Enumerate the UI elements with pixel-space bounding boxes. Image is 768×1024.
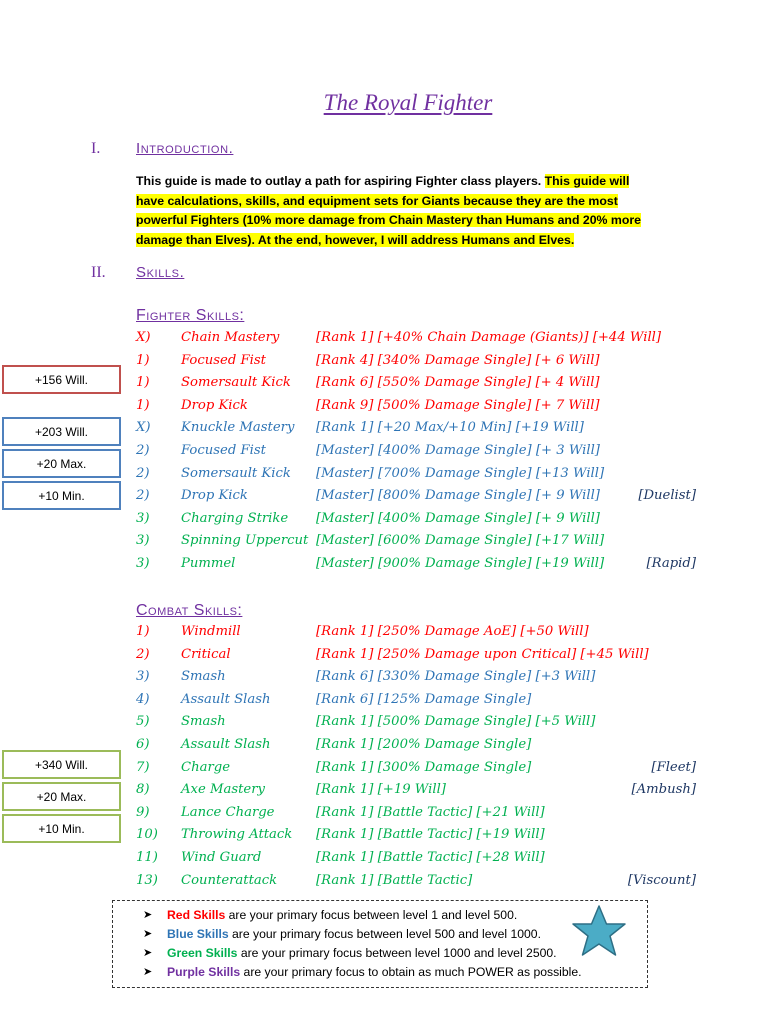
- skill-number: 3): [136, 510, 150, 526]
- skill-name: Wind Guard: [181, 850, 262, 865]
- skill-details: [Rank 1] [250% Damage upon Critical] [+45 Will]: [316, 646, 649, 662]
- skill-name: Axe Mastery: [181, 782, 265, 798]
- fighter-skill-row: [136, 466, 696, 488]
- legend-label: Purple Skills: [167, 965, 241, 979]
- section-numeral-2: II.: [91, 264, 106, 281]
- legend-text: are your primary focus between level 1000 and level 2500.: [237, 946, 557, 960]
- skill-name: Critical: [181, 646, 231, 662]
- skill-number: X): [136, 330, 151, 345]
- skill-details: [Rank 1] [Battle Tactic]: [316, 872, 473, 888]
- skill-tag: [Viscount]: [627, 872, 696, 888]
- star-icon: [569, 903, 629, 961]
- fighter-skills-heading: Fighter Skills:: [136, 307, 245, 324]
- skill-number: 2): [136, 488, 150, 504]
- skill-details: [Master] [900% Damage Single] [+19 Will]: [316, 556, 605, 571]
- skill-number: 10): [136, 827, 158, 843]
- skill-details: [Rank 1] [+19 Will]: [316, 782, 446, 798]
- skill-name: Throwing Attack: [181, 827, 293, 843]
- fighter-skill-row: [136, 443, 696, 465]
- skill-number: 7): [136, 759, 150, 775]
- combat-skill-row: [136, 782, 696, 804]
- side-box-blue-will: +203 Will.: [2, 417, 121, 446]
- legend-label: Red Skills: [167, 908, 226, 922]
- skill-number: 2): [136, 646, 150, 662]
- skill-details: [Rank 1] [500% Damage Single] [+5 Will]: [316, 714, 596, 730]
- skill-name: Spinning Uppercut: [181, 533, 309, 549]
- side-box-blue-max: +20 Max.: [2, 449, 121, 478]
- side-box-green-will: +340 Will.: [2, 750, 121, 779]
- skill-number: 5): [136, 714, 150, 730]
- combat-skill-row: [136, 805, 696, 827]
- intro-highlighted-text: This guide will have calculations, skills, and equipment sets for Giants because they are the most powerful Fighters (10% more damage from Chain Mastery than Humans and 20% more damage than Elves). At the end, however, I will address Humans and Elves.: [136, 174, 641, 247]
- skill-details: [Rank 1] [200% Damage Single]: [316, 737, 532, 752]
- skill-details: [Rank 1] [Battle Tactic] [+21 Will]: [316, 804, 545, 820]
- skill-details: [Rank 1] [Battle Tactic] [+19 Will]: [316, 827, 545, 843]
- skill-name: Drop Kick: [181, 488, 248, 504]
- skill-details: [Rank 6] [125% Damage Single]: [316, 691, 532, 707]
- combat-skill-row: [136, 624, 696, 646]
- intro-paragraph: [136, 172, 656, 250]
- skill-tag: [Duelist]: [638, 488, 696, 504]
- skill-details: [Rank 1] [+40% Chain Damage (Giants)] [+44 Will]: [316, 330, 662, 345]
- skill-number: 1): [136, 624, 150, 639]
- skill-number: 3): [136, 533, 150, 549]
- skill-name: Windmill: [181, 624, 241, 639]
- skill-name: Pummel: [181, 556, 236, 571]
- combat-skill-row: [136, 692, 696, 714]
- skill-name: Knuckle Mastery: [181, 420, 295, 436]
- skill-number: 11): [136, 850, 158, 865]
- fighter-skill-row: [136, 556, 696, 578]
- combat-skills-heading: Combat Skills:: [136, 602, 243, 619]
- skill-details: [Master] [400% Damage Single] [+ 9 Will]: [316, 510, 600, 526]
- skill-tag: [Ambush]: [631, 782, 696, 798]
- legend-box: [112, 900, 648, 988]
- skill-details: [Rank 1] [300% Damage Single]: [316, 759, 532, 775]
- fighter-skill-row: [136, 330, 696, 352]
- legend-text: are your primary focus between level 500 and level 1000.: [228, 927, 541, 941]
- skill-name: Assault Slash: [181, 691, 271, 707]
- skill-name: Smash: [181, 714, 226, 730]
- skill-name: Charge: [181, 759, 230, 775]
- combat-skill-row: [136, 850, 696, 872]
- skill-details: [Rank 9] [500% Damage Single] [+ 7 Will]: [316, 397, 600, 413]
- side-box-green-max: +20 Max.: [2, 782, 121, 811]
- combat-skill-row: [136, 737, 696, 759]
- skill-name: Lance Charge: [181, 804, 275, 820]
- combat-skill-row: [136, 647, 696, 669]
- skill-details: [Master] [600% Damage Single] [+17 Will]: [316, 533, 605, 549]
- side-box-blue-min: +10 Min.: [2, 481, 121, 510]
- skill-details: [Rank 6] [550% Damage Single] [+ 4 Will]: [316, 375, 600, 391]
- combat-skill-row: [136, 827, 696, 849]
- arrow-bullet-icon: ➤: [143, 928, 153, 940]
- arrow-bullet-icon: ➤: [143, 909, 153, 921]
- legend-text: are your primary focus to obtain as much POWER as possible.: [240, 965, 582, 979]
- document-title: The Royal Fighter: [323, 90, 493, 115]
- section-heading-introduction: Introduction.: [136, 140, 234, 157]
- skill-details: [Master] [800% Damage Single] [+ 9 Will]: [316, 488, 600, 504]
- combat-skill-row: [136, 873, 696, 895]
- fighter-skill-row: [136, 420, 696, 442]
- combat-skill-row: [136, 760, 696, 782]
- legend-label: Green Skills: [167, 946, 238, 960]
- skill-details: [Rank 1] [+20 Max/+10 Min] [+19 Will]: [316, 420, 584, 436]
- skill-details: [Master] [400% Damage Single] [+ 3 Will]: [316, 443, 600, 458]
- skill-details: [Master] [700% Damage Single] [+13 Will]: [316, 465, 605, 481]
- skill-number: 2): [136, 443, 150, 458]
- skill-name: Somersault Kick: [181, 375, 291, 391]
- fighter-skill-row: [136, 353, 696, 375]
- skill-details: [Rank 1] [Battle Tactic] [+28 Will]: [316, 850, 545, 865]
- skill-number: X): [136, 420, 151, 436]
- side-box-red-will: +156 Will.: [2, 365, 121, 394]
- legend-label: Blue Skills: [167, 927, 229, 941]
- skill-name: Assault Slash: [181, 737, 271, 752]
- skill-number: 2): [136, 465, 150, 481]
- skill-number: 9): [136, 804, 150, 820]
- section-heading-skills: Skills.: [136, 264, 185, 281]
- combat-skill-row: [136, 714, 696, 736]
- legend-text: are your primary focus between level 1 and level 500.: [225, 908, 518, 922]
- skill-number: 3): [136, 669, 150, 685]
- skill-name: Charging Strike: [181, 510, 289, 526]
- skill-number: 3): [136, 556, 150, 571]
- intro-plain-text: This guide is made to outlay a path for aspiring Fighter class players.: [136, 174, 545, 188]
- skill-name: Focused Fist: [181, 352, 266, 368]
- skill-details: [Rank 1] [250% Damage AoE] [+50 Will]: [316, 624, 589, 639]
- fighter-skill-row: [136, 533, 696, 555]
- side-box-green-min: +10 Min.: [2, 814, 121, 843]
- skill-number: 1): [136, 375, 150, 391]
- skill-name: Somersault Kick: [181, 465, 291, 481]
- section-numeral-1: I.: [91, 140, 101, 157]
- fighter-skill-row: [136, 488, 696, 510]
- fighter-skill-row: [136, 398, 696, 420]
- skill-tag: [Fleet]: [651, 759, 696, 775]
- skill-number: 13): [136, 872, 158, 888]
- combat-skill-row: [136, 669, 696, 691]
- skill-number: 6): [136, 737, 150, 752]
- skill-number: 1): [136, 352, 150, 368]
- fighter-skill-row: [136, 375, 696, 397]
- arrow-bullet-icon: ➤: [143, 966, 153, 978]
- skill-number: 4): [136, 691, 150, 707]
- skill-number: 8): [136, 782, 150, 798]
- skill-name: Smash: [181, 669, 226, 685]
- skill-name: Counterattack: [181, 872, 278, 888]
- skill-name: Chain Mastery: [181, 330, 280, 345]
- skill-name: Focused Fist: [181, 443, 266, 458]
- fighter-skill-row: [136, 511, 696, 533]
- skill-number: 1): [136, 397, 150, 413]
- skill-details: [Rank 4] [340% Damage Single] [+ 6 Will]: [316, 352, 600, 368]
- arrow-bullet-icon: ➤: [143, 947, 153, 959]
- skill-name: Drop Kick: [181, 397, 248, 413]
- skill-details: [Rank 6] [330% Damage Single] [+3 Will]: [316, 669, 596, 685]
- skill-tag: [Rapid]: [646, 556, 696, 571]
